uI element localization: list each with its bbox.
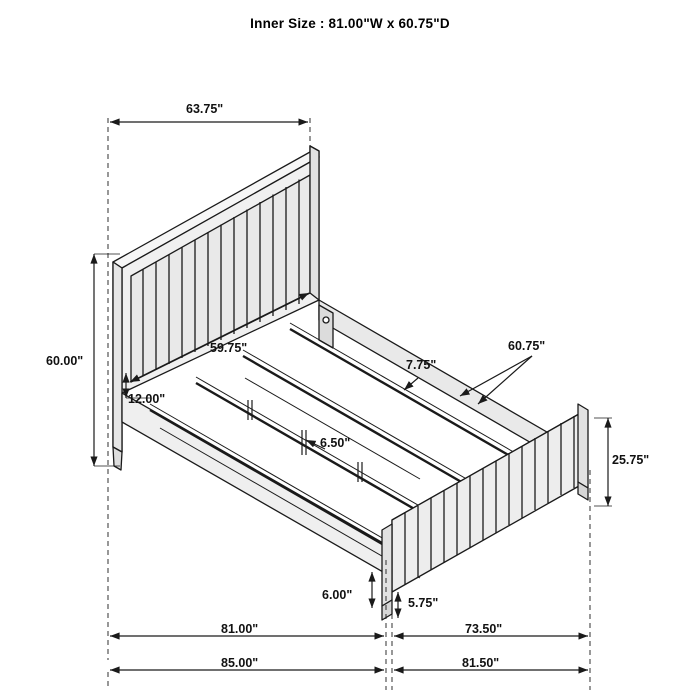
- dimension-label-foot-leg: 5.75": [408, 596, 439, 610]
- dimension-lines: [94, 118, 612, 690]
- dimension-label-footboard-height: 25.75": [612, 453, 650, 467]
- dimension-label-footboard-width: 73.50": [465, 622, 503, 636]
- dimension-label-rail-leg-height: 12.00": [128, 392, 166, 406]
- dimension-label-overall-width: 81.50": [462, 656, 500, 670]
- dimension-label-center-support: 6.50": [320, 436, 351, 450]
- footboard: [382, 404, 588, 620]
- page-title: Inner Size : 81.00"W x 60.75"D: [250, 16, 450, 31]
- dimension-label-headboard-panel-span: 59.75": [210, 341, 248, 355]
- dimension-label-slat-gap: 7.75": [406, 358, 437, 372]
- dimension-label-side-rail-length: 81.00": [221, 622, 259, 636]
- dimension-label-inner-depth: 60.75": [508, 339, 546, 353]
- bed-illustration: [113, 146, 588, 620]
- dimension-label-headboard-height: 60.00": [46, 354, 84, 368]
- dimension-label-floor-clearance: 6.00": [322, 588, 353, 602]
- dimension-label-overall-length: 85.00": [221, 656, 259, 670]
- dimension-label-headboard-width: 63.75": [186, 102, 224, 116]
